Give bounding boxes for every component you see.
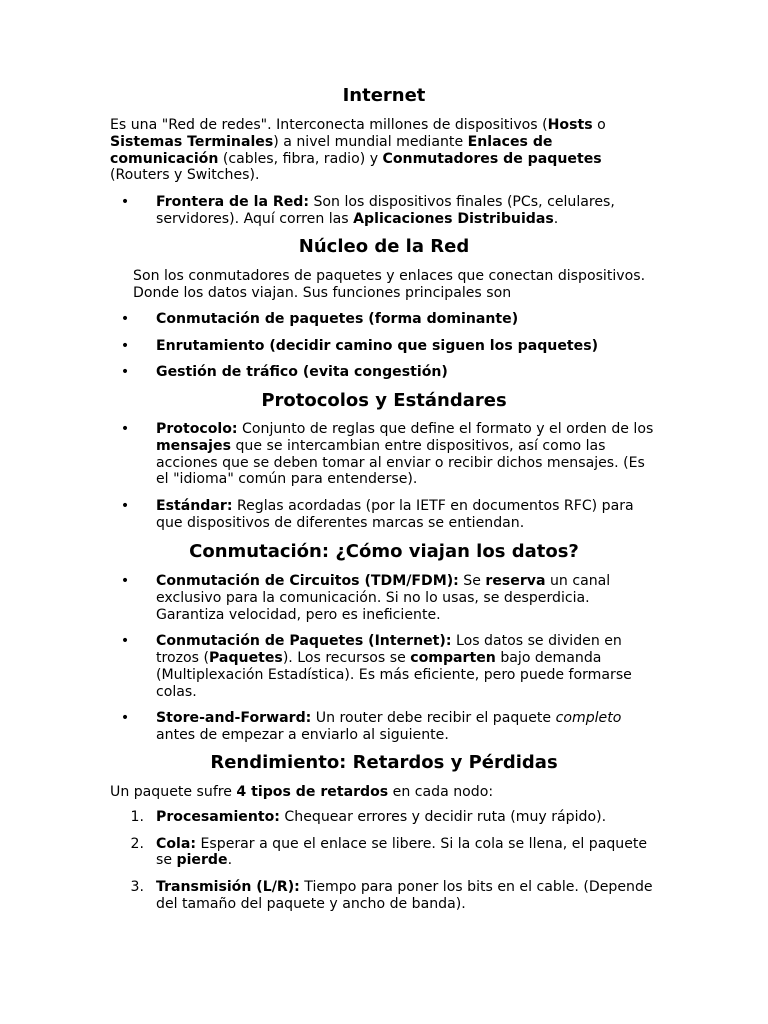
list-item: 2. Cola: Esperar a que el enlace se libere. Si la cola se llena, el paquete se pierde. (110, 836, 658, 870)
section-title-rendimiento: Rendimiento: Retardos y Pérdidas (210, 752, 558, 773)
bullet-icon: • (120, 497, 130, 514)
list-item: • Conmutación de Circuitos (TDM/FDM): Se reserva un canal exclusivo para la comunicación. Si no lo usas, se desperdicia. Garantiza velocidad, pero es ineficiente. (110, 573, 658, 623)
list-item: • Enrutamiento (decidir camino que siguen los paquetes) (110, 338, 658, 355)
bullet-icon: • (120, 633, 130, 650)
section-title-conmutacion: Conmutación: ¿Cómo viajan los datos? (189, 541, 579, 562)
list-item: 1. Procesamiento: Chequear errores y decidir ruta (muy rápido). (110, 809, 658, 826)
list-item: • Frontera de la Red: Son los dispositivos finales (PCs, celulares, servidores). Aquí corren las Aplicaciones Distribuidas. (110, 194, 658, 228)
bullet-icon: • (120, 194, 130, 210)
paragraph-rendimiento: Un paquete sufre 4 tipos de retardos en cada nodo: (110, 784, 494, 800)
bullet-icon: • (120, 337, 130, 354)
bullet-icon: • (120, 573, 130, 589)
list-item: • Conmutación de Paquetes (Internet): Los datos se dividen en trozos (Paquetes). Los recursos se comparten bajo demanda (Multiplexación Estadística). Es más eficiente, pero puede formarse colas. (110, 633, 658, 700)
section-title-internet: Internet (342, 85, 426, 106)
paragraph-nucleo: Son los conmutadores de paquetes y enlaces que conectan dispositivos. Donde los datos viajan. Sus funciones principales son (133, 268, 646, 301)
bullet-icon: • (120, 421, 130, 437)
list-item: • Estándar: Reglas acordadas (por la IETF en documentos RFC) para que dispositivos de diferentes marcas se entiendan. (110, 498, 658, 532)
list-item: 3. Transmisión (L/R): Tiempo para poner los bits en el cable. (Depende del tamaño del paquete y ancho de banda). (110, 879, 658, 913)
list-nucleo (110, 311, 658, 391)
bullet-icon: • (120, 311, 130, 327)
list-item: • Protocolo: Conjunto de reglas que define el formato y el orden de los mensajes que se intercambian entre dispositivos, así como las acciones que se deben tomar al enviar o recibir dichos mensajes. (Es el "idioma" común para entenderse). (110, 421, 658, 488)
list-number: 1. (130, 809, 144, 825)
list-number: 3. (130, 878, 144, 895)
section-title-nucleo: Núcleo de la Red (298, 236, 470, 257)
list-retardos (110, 809, 658, 922)
list-item: • Store-and-Forward: Un router debe recibir el paquete completo antes de empezar a enviarlo al siguiente. (110, 710, 658, 744)
bullet-icon: • (120, 364, 130, 381)
list-internet (110, 194, 658, 237)
section-title-protocolos: Protocolos y Estándares (261, 390, 507, 411)
paragraph-internet: Es una "Red de redes". Interconecta millones de dispositivos (Hosts o Sistemas Terminales) a nivel mundial mediante Enlaces de comunicación (cables, fibra, radio) y Conmutadores de paquetes (Routers y Switches). (110, 117, 606, 184)
bullet-icon: • (120, 710, 130, 727)
list-protocolos (110, 421, 658, 541)
list-number: 2. (130, 835, 144, 852)
list-item: • Conmutación de paquetes (forma dominante) (110, 311, 658, 328)
list-conmutacion (110, 573, 658, 754)
list-item: • Gestión de tráfico (evita congestión) (110, 364, 658, 381)
